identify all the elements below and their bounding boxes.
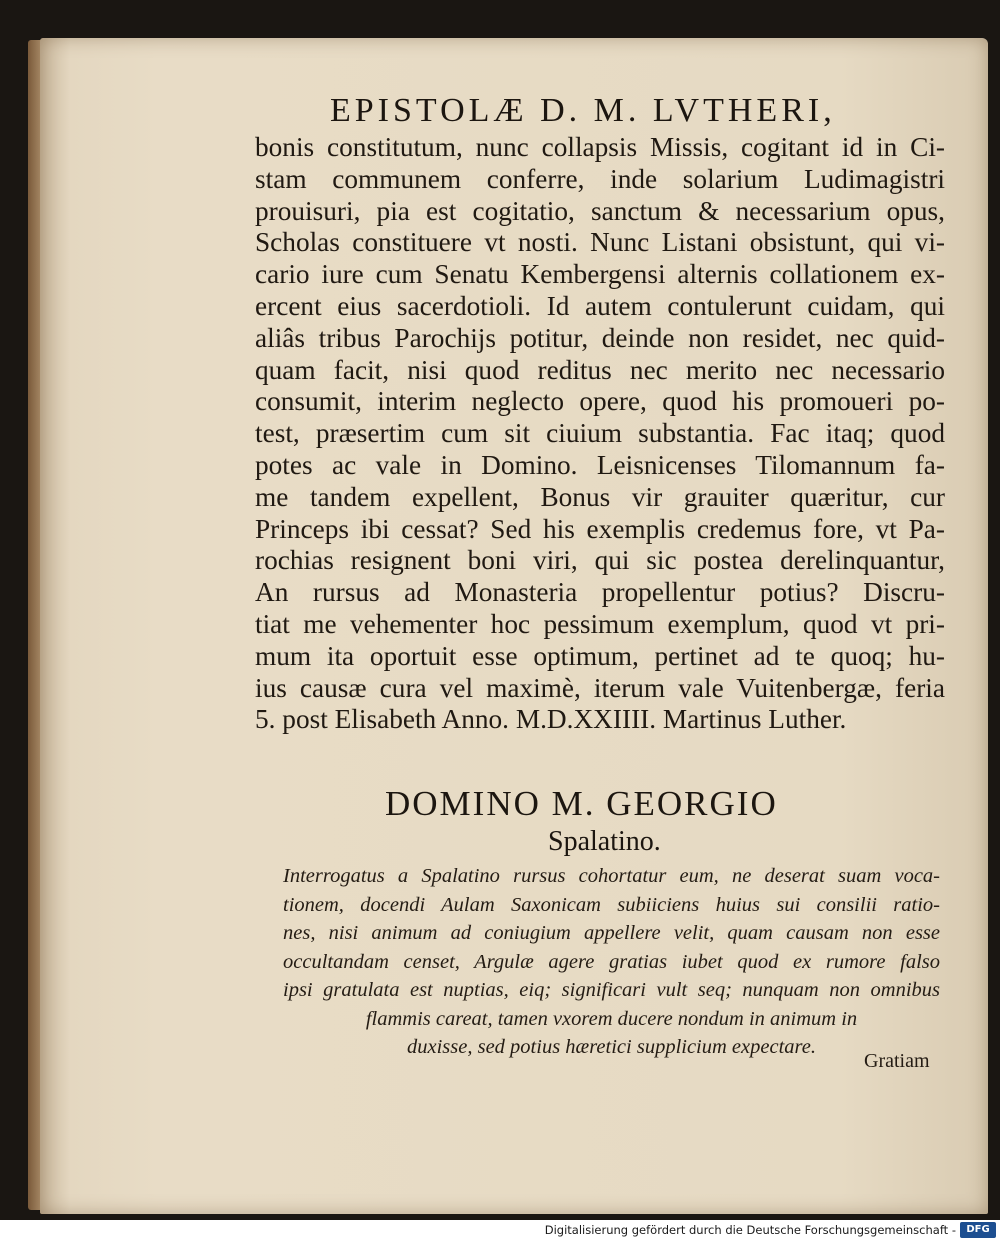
letter-body-text bbox=[255, 132, 945, 736]
text-line: prouisuri, pia est cogitatio, sanctum & necessarium opus, bbox=[255, 195, 945, 226]
text-line: potes ac vale in Domino. Leisnicenses Tilomannum fa- bbox=[255, 449, 945, 480]
text-line: ercent eius sacerdotioli. Id autem contulerunt cuidam, qui bbox=[255, 290, 945, 321]
catchword: Gratiam bbox=[864, 1050, 930, 1072]
letter-heading: DOMINO M. GEORGIO bbox=[385, 784, 778, 823]
summary-line: flammis careat, tamen vxorem ducere nondum in animum in bbox=[365, 1007, 858, 1030]
summary-line: ipsi gratulata est nuptias, eiq; significari vult seq; nunquam non omnibus bbox=[283, 979, 940, 1001]
summary-line: tionem, docendi Aulam Saxonicam subiiciens huius sui consilii ratio- bbox=[283, 893, 940, 916]
text-line: An rursus ad Monasteria propellentur potius? Discru- bbox=[255, 577, 945, 608]
text-line: Scholas constituere vt nosti. Nunc Listani obsistunt, qui vi- bbox=[255, 227, 945, 258]
text-line: Princeps ibi cessat? Sed his exemplis credemus fore, vt Pa- bbox=[255, 513, 945, 544]
text-line: bonis constitutum, nunc collapsis Missis, cogitant id in Ci- bbox=[255, 132, 945, 162]
letter-summary bbox=[283, 862, 940, 1062]
text-line: me tandem expellent, Bonus vir grauiter quæritur, cur bbox=[255, 481, 945, 512]
footer-bar bbox=[0, 1220, 1000, 1241]
summary-line: occultandam censet, Argulæ agere gratias iubet quod ex rumore falso bbox=[283, 950, 940, 973]
text-line: test, præsertim cum sit ciuium substantia. Fac itaq; quod bbox=[255, 418, 945, 449]
text-line: rochias resignent boni viri, qui sic postea derelinquantur, bbox=[255, 545, 945, 576]
text-line: cario iure cum Senatu Kembergensi alternis collationem ex- bbox=[255, 259, 945, 290]
text-line: aliâs tribus Parochijs potitur, deinde non residet, nec quid- bbox=[255, 322, 945, 353]
text-line: 5. post Elisabeth Anno. M.D.XXIIII. Martinus Luther. bbox=[255, 704, 847, 735]
running-title: EPISTOLÆ D. M. LVTHERI, bbox=[330, 92, 836, 129]
text-line: consumit, interim neglecto opere, quod his promoueri po- bbox=[255, 386, 945, 417]
funding-credit: Digitalisierung gefördert durch die Deutsche Forschungsgemeinschaft - bbox=[544, 1223, 956, 1237]
letter-subheading: Spalatino. bbox=[548, 826, 661, 857]
dfg-logo-icon: DFG bbox=[960, 1222, 996, 1238]
summary-line: Interrogatus a Spalatino rursus cohortatur eum, ne deserat suam voca- bbox=[283, 865, 940, 887]
text-line: mum ita oportuit esse optimum, pertinet ad te quoq; hu- bbox=[255, 640, 945, 671]
summary-line: duxisse, sed potius hæretici supplicium expectare. bbox=[407, 1036, 816, 1058]
text-line: stam communem conferre, inde solarium Ludimagistri bbox=[255, 163, 945, 194]
text-line: ius causæ cura vel maximè, iterum vale Vuitenbergæ, feria bbox=[255, 672, 945, 703]
text-line: quam facit, nisi quod reditus nec merito nec necessario bbox=[255, 354, 945, 385]
text-line: tiat me vehementer hoc pessimum exemplum, quod vt pri- bbox=[255, 608, 945, 639]
summary-line: nes, nisi animum ad coniugium appellere velit, quam causam non esse bbox=[283, 922, 940, 944]
